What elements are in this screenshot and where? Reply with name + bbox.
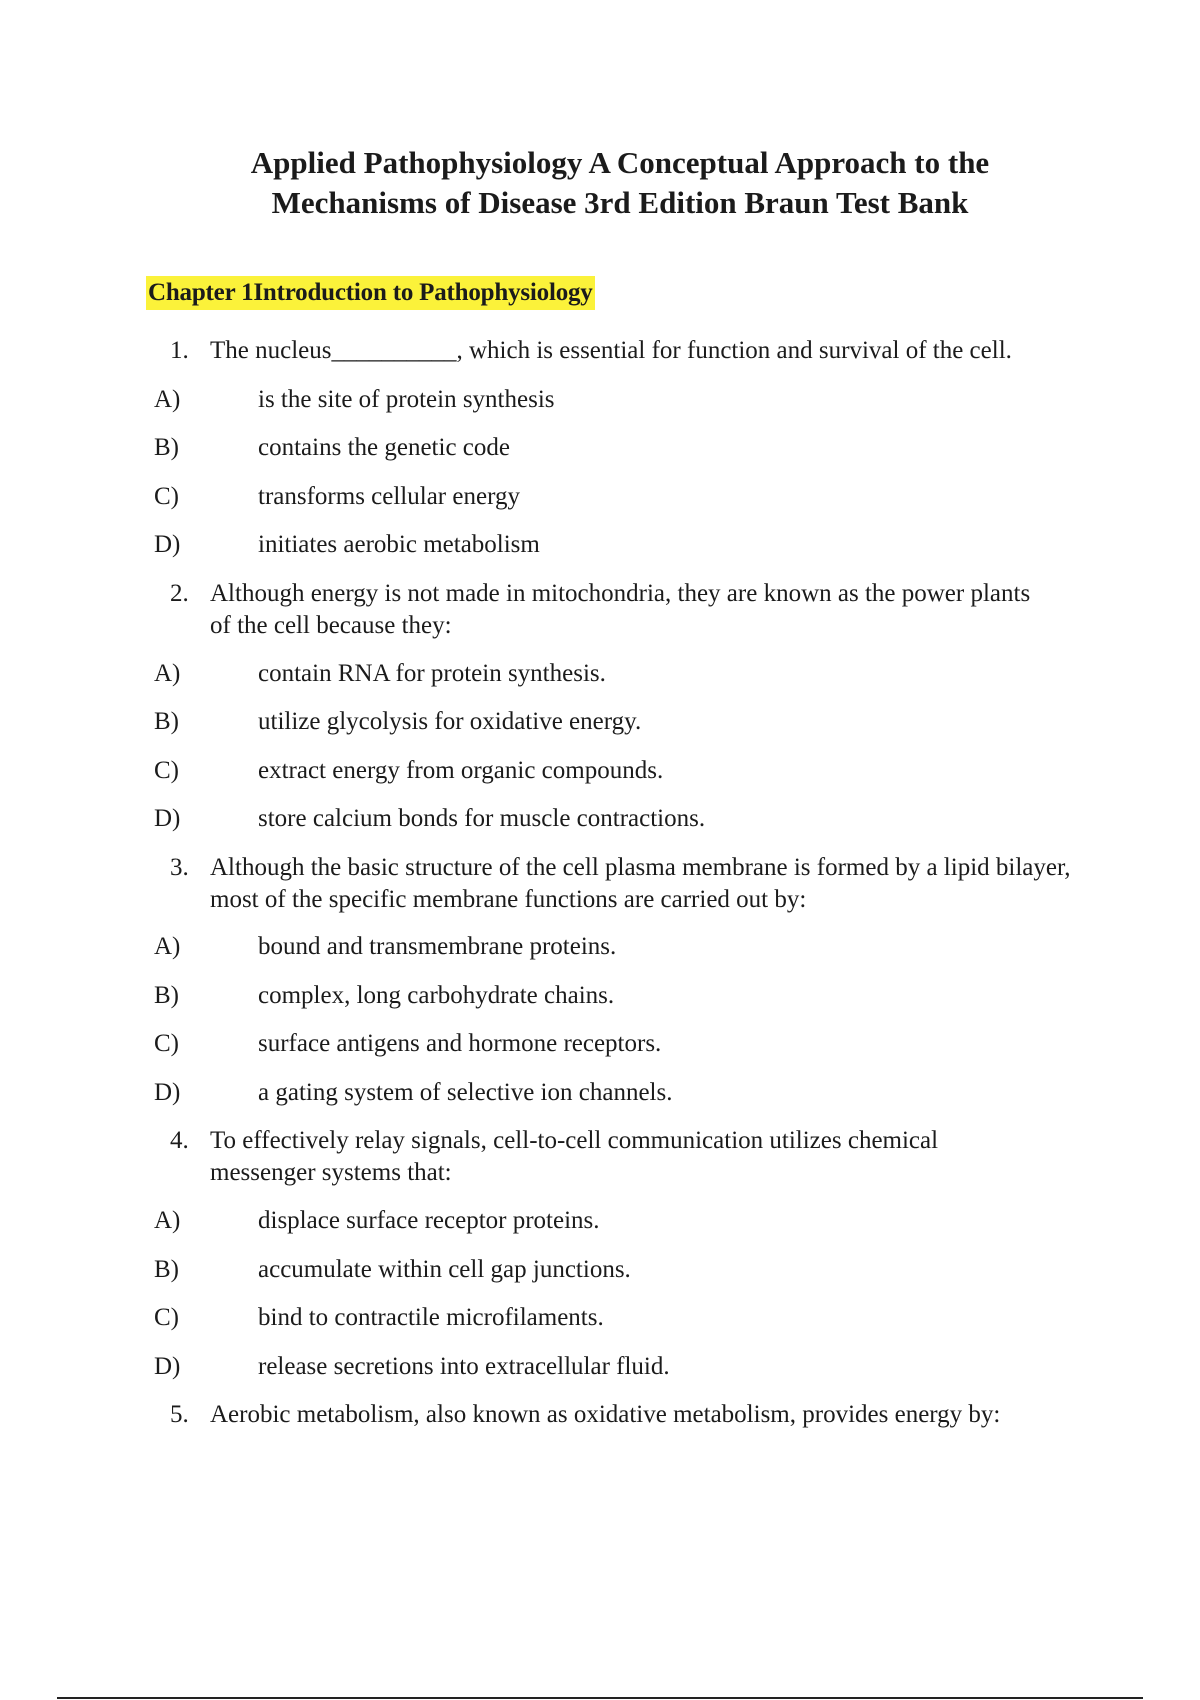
option-text: a gating system of selective ion channels. <box>258 1079 673 1106</box>
q1-option-b <box>154 432 510 464</box>
q1-option-a <box>154 384 555 416</box>
chapter-heading: Chapter 1Introduction to Pathophysiology <box>146 276 595 310</box>
footer-divider <box>57 1697 1143 1699</box>
option-label: A) <box>154 1207 181 1234</box>
question-number: 2. <box>170 580 189 607</box>
option-text: transforms cellular energy <box>258 483 520 510</box>
option-text: accumulate within cell gap junctions. <box>258 1256 631 1283</box>
option-text: contain RNA for protein synthesis. <box>258 660 606 687</box>
question-number: 1. <box>170 337 189 364</box>
q1-option-d <box>154 529 540 561</box>
q2-option-b <box>154 706 641 738</box>
title-line-1: Applied Pathophysiology A Conceptual Approach to the <box>250 145 990 180</box>
q3-option-b <box>154 980 614 1012</box>
option-label: C) <box>154 483 179 510</box>
option-text: bind to contractile microfilaments. <box>258 1304 604 1331</box>
option-label: D) <box>154 531 181 558</box>
option-label: B) <box>154 982 179 1009</box>
question-5 <box>170 1399 1100 1431</box>
option-label: A) <box>154 933 181 960</box>
option-text: contains the genetic code <box>258 434 510 461</box>
question-text: To effectively relay signals, cell-to-cell communication utilizes chemical messenger systems that: <box>210 1127 939 1186</box>
option-text: is the site of protein synthesis <box>258 386 555 413</box>
question-text: Although the basic structure of the cell plasma membrane is formed by a lipid bilayer, most of the specific membrane functions are carried out by: <box>210 854 1071 913</box>
q2-option-c <box>154 755 663 787</box>
question-3 <box>170 852 1080 916</box>
option-label: C) <box>154 1030 179 1057</box>
option-label: A) <box>154 386 181 413</box>
option-label: C) <box>154 757 179 784</box>
question-2 <box>170 578 1050 642</box>
q4-option-a <box>154 1205 600 1237</box>
q2-option-a <box>154 658 606 690</box>
question-text: The nucleus__________, which is essential for function and survival of the cell. <box>210 337 1012 364</box>
option-label: D) <box>154 1353 181 1380</box>
option-label: B) <box>154 708 179 735</box>
question-number: 5. <box>170 1401 189 1428</box>
q2-option-d <box>154 803 705 835</box>
option-label: B) <box>154 434 179 461</box>
q3-option-a <box>154 931 616 963</box>
option-label: D) <box>154 805 181 832</box>
option-label: A) <box>154 660 181 687</box>
option-text: utilize glycolysis for oxidative energy. <box>258 708 642 735</box>
q4-option-b <box>154 1254 631 1286</box>
title-line-2: Mechanisms of Disease 3rd Edition Braun Test Bank <box>271 185 969 220</box>
option-text: release secretions into extracellular fluid. <box>258 1353 670 1380</box>
q3-option-c <box>154 1028 661 1060</box>
q1-option-c <box>154 481 520 513</box>
option-text: surface antigens and hormone receptors. <box>258 1030 662 1057</box>
option-label: B) <box>154 1256 179 1283</box>
page-title <box>150 143 1090 223</box>
option-label: C) <box>154 1304 179 1331</box>
q4-option-d <box>154 1351 670 1383</box>
option-text: store calcium bonds for muscle contractions. <box>258 805 706 832</box>
q3-option-d <box>154 1077 672 1109</box>
option-text: bound and transmembrane proteins. <box>258 933 617 960</box>
question-number: 3. <box>170 854 189 881</box>
question-text: Although energy is not made in mitochondria, they are known as the power plants of the cell because they: <box>210 580 1031 639</box>
question-number: 4. <box>170 1127 189 1154</box>
option-text: extract energy from organic compounds. <box>258 757 664 784</box>
option-text: initiates aerobic metabolism <box>258 531 540 558</box>
option-label: D) <box>154 1079 181 1106</box>
question-1 <box>170 335 1100 367</box>
q4-option-c <box>154 1302 604 1334</box>
option-text: displace surface receptor proteins. <box>258 1207 600 1234</box>
question-4 <box>170 1125 1030 1189</box>
option-text: complex, long carbohydrate chains. <box>258 982 615 1009</box>
question-text: Aerobic metabolism, also known as oxidative metabolism, provides energy by: <box>210 1401 1001 1428</box>
